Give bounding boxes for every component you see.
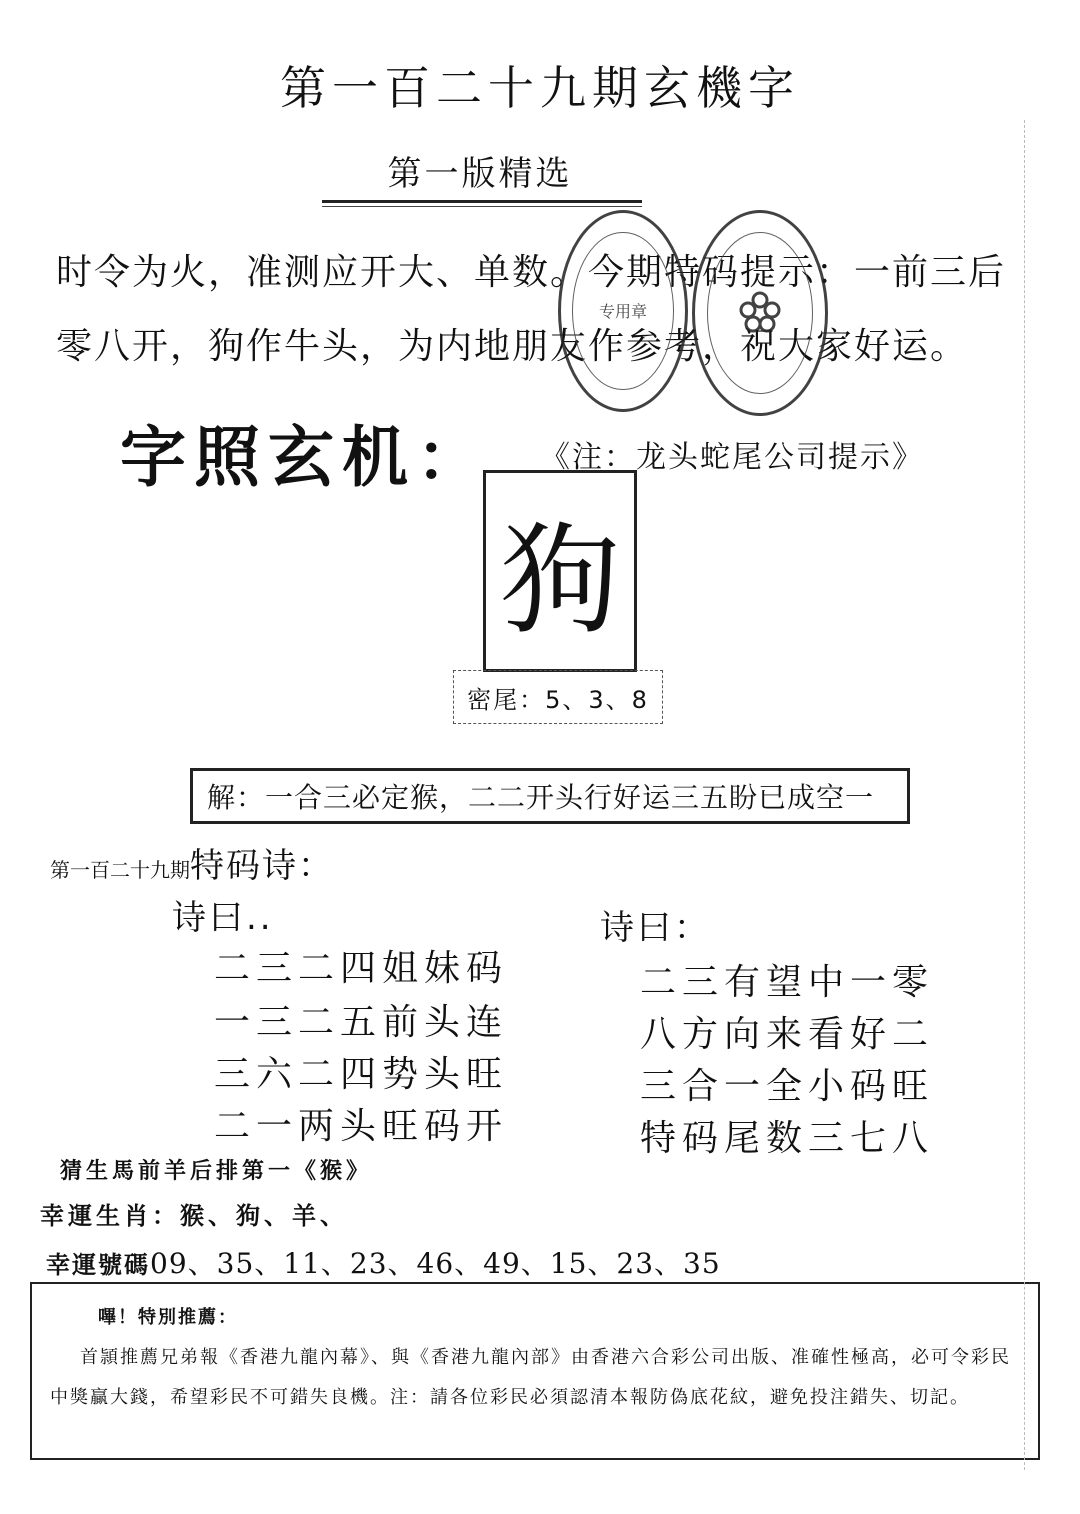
company-note: 《注：龙头蛇尾公司提示》 — [540, 440, 924, 475]
promo-body: 首頴推薦兄弟報《香港九龍內幕》、與《香港九龍內部》由香港六合彩公司出版、准確性極高，必可令彩民中獎贏大錢，希望彩民不可錯失良機。注：請各位彩民必須認清本報防偽底花紋，避免投注錯失、切記。 — [50, 1347, 1011, 1408]
promo-box — [30, 1282, 1040, 1460]
poem-heading-title: 特码诗： — [190, 846, 334, 886]
edition-label: 第一版精选 — [387, 154, 573, 194]
intro-paragraph: 时令为火，准测应开大、单数。今期特码提示：一前三后零八开，狗作牛头，为内地朋友作参考，祝大家好运。 — [56, 252, 1007, 367]
mi-wei-box: 密尾：5、3、8 — [453, 670, 663, 724]
poem-heading-issue: 第一百二十九期 — [50, 858, 190, 882]
poem-right-line-4: 特码尾数三七八 — [640, 1118, 935, 1159]
poem-heading — [50, 838, 334, 887]
lucky-zodiac: 幸運生肖：猴、狗、羊、 — [40, 1202, 348, 1230]
guess-zodiac: 猜生馬前羊后排第一《猴》 — [60, 1159, 373, 1184]
poem-left-line-3: 三六二四势头旺 — [214, 1054, 509, 1095]
seal-stamp-right — [692, 210, 828, 416]
poem-right-line-2: 八方向来看好二 — [640, 1014, 935, 1055]
seal-stamp-right-emblem — [707, 232, 813, 394]
poem-left-line-4: 二一两头旺码开 — [214, 1106, 509, 1147]
seal-stamp-left — [558, 210, 688, 412]
poem-left-line-2: 一三二五前头连 — [214, 1002, 509, 1043]
lucky-numbers — [46, 1242, 721, 1282]
promo-heading: 嗶！特別推薦： — [98, 1307, 238, 1328]
poem-left-line-1: 二三二四姐妹码 — [214, 948, 509, 989]
edition-underline-thin — [322, 206, 642, 207]
poem-left-label: 诗曰.. — [172, 898, 274, 938]
lucky-numbers-label: 幸運號碼 — [46, 1251, 150, 1279]
lucky-numbers-values: 09、35、11、23、46、49、15、23、35 — [150, 1247, 721, 1280]
mystery-character: 狗 — [500, 512, 620, 651]
zi-zhao-heading: 字照玄机： — [120, 419, 490, 496]
explanation-box: 解：一合三必定猴，二二开头行好运三五盼已成空一 — [190, 768, 910, 824]
poem-right-line-1: 二三有望中一零 — [640, 962, 935, 1003]
poem-right-label: 诗曰： — [600, 908, 711, 948]
edition-underline — [322, 200, 642, 203]
scan-edge-line — [1024, 120, 1025, 1470]
poem-right-line-3: 三合一全小码旺 — [640, 1066, 935, 1107]
seal-stamp-left-text: 专用章 — [572, 232, 673, 391]
mystery-character-box — [483, 470, 637, 672]
flower-emblem-icon — [735, 288, 785, 338]
page-title: 第一百二十九期玄機字 — [280, 61, 800, 115]
